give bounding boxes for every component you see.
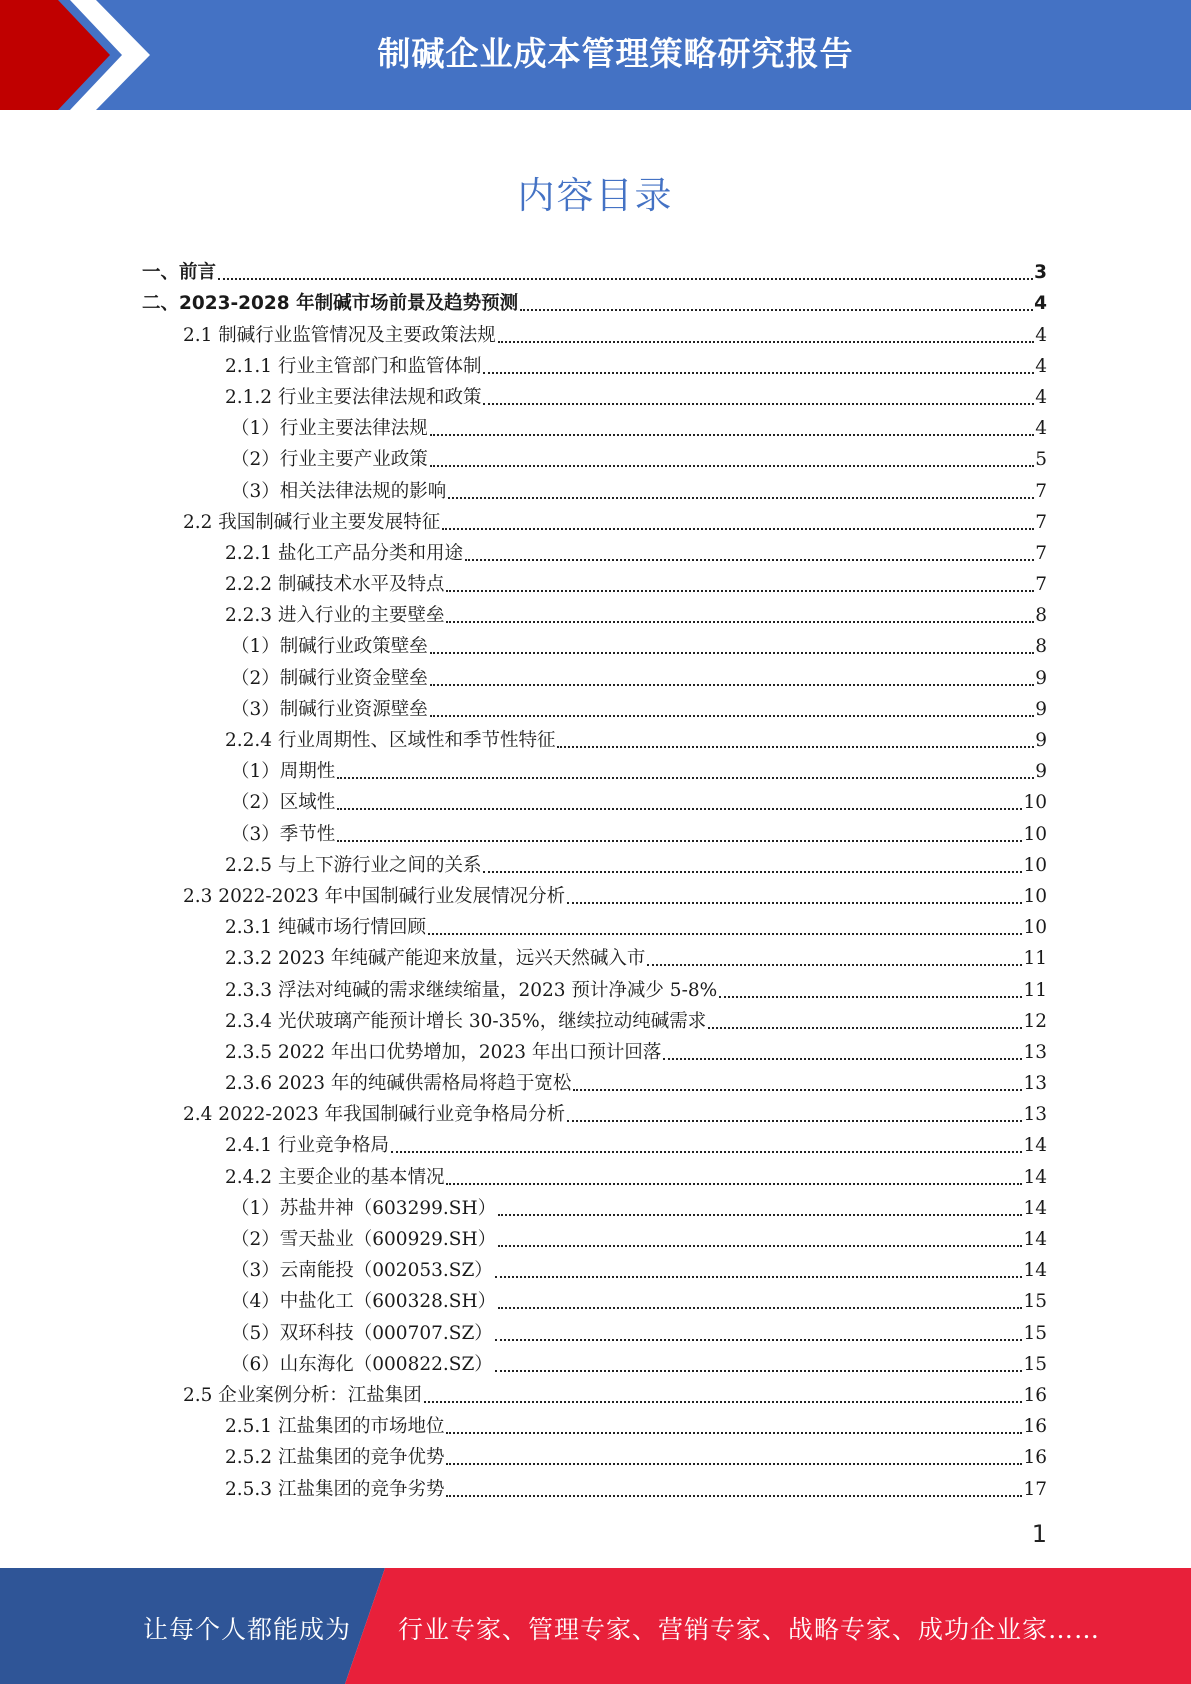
toc-entry[interactable] (183, 504, 1047, 535)
toc-entry[interactable] (142, 254, 1047, 285)
page-number: 1 (1031, 1520, 1047, 1548)
toc-dot-leader (557, 746, 1034, 748)
toc-entry-page: 12 (1023, 1010, 1047, 1032)
toc-dot-leader (337, 777, 1034, 779)
toc-entry-label: 2.3 2022-2023 年中国制碱行业发展情况分析 (183, 885, 566, 907)
toc-entry-page: 11 (1023, 948, 1047, 970)
toc-dot-leader (446, 1432, 1022, 1434)
toc-entry-label: 2.1.2 行业主要法律法规和政策 (225, 386, 482, 408)
toc-entry-label: 2.4 2022-2023 年我国制碱行业竞争格局分析 (183, 1104, 566, 1126)
toc-entry[interactable] (225, 1127, 1047, 1158)
toc-entry-label: 2.2.3 进入行业的主要壁垒 (225, 605, 445, 627)
toc-entry[interactable] (225, 1314, 1047, 1345)
toc-entry-page: 9 (1035, 667, 1047, 689)
toc-dot-leader (567, 902, 1022, 904)
toc-entry-page: 4 (1035, 355, 1047, 377)
toc-dot-leader (430, 652, 1034, 654)
table-of-contents (0, 254, 1191, 1502)
toc-entry-page: 14 (1023, 1135, 1047, 1157)
toc-dot-leader (498, 1214, 1022, 1216)
toc-entry-label: 2.3.3 浮法对纯碱的需求继续缩量，2023 预计净减少 5-8% (225, 979, 718, 1001)
toc-entry-label: 2.5.1 江盐集团的市场地位 (225, 1416, 445, 1438)
toc-entry-page: 15 (1023, 1322, 1047, 1344)
toc-entry-label: 2.1.1 行业主管部门和监管体制 (225, 355, 482, 377)
toc-entry-page: 3 (1034, 262, 1047, 284)
toc-dot-leader (446, 590, 1034, 592)
toc-entry-page: 4 (1035, 386, 1047, 408)
toc-entry-label: （1）苏盐井神（603299.SH） (231, 1197, 497, 1219)
toc-entry[interactable] (183, 316, 1047, 347)
toc-dot-leader (483, 372, 1034, 374)
toc-dot-leader (498, 1307, 1022, 1309)
toc-entry[interactable] (225, 691, 1047, 722)
toc-entry-page: 7 (1035, 480, 1047, 502)
toc-entry-page: 7 (1035, 542, 1047, 564)
toc-entry[interactable] (225, 1283, 1047, 1314)
toc-entry[interactable] (225, 410, 1047, 441)
toc-entry-label: 2.3.4 光伏玻璃产能预计增长 30-35%，继续拉动纯碱需求 (225, 1010, 707, 1032)
toc-entry[interactable] (183, 1096, 1047, 1127)
toc-entry-label: 2.3.5 2022 年出口优势增加，2023 年出口预计回落 (225, 1041, 662, 1063)
toc-entry[interactable] (225, 659, 1047, 690)
toc-dot-leader (495, 1339, 1023, 1341)
toc-entry-page: 13 (1023, 1104, 1047, 1126)
toc-dot-leader (448, 497, 1034, 499)
toc-entry-page: 14 (1023, 1229, 1047, 1250)
toc-entry-page: 16 (1023, 1447, 1047, 1469)
toc-entry[interactable] (225, 847, 1047, 878)
toc-dot-leader (430, 465, 1034, 467)
toc-dot-leader (446, 1463, 1022, 1465)
toc-entry-page: 10 (1023, 885, 1047, 907)
toc-entry-label: （1）行业主要法律法规 (231, 418, 428, 440)
toc-entry[interactable] (225, 909, 1047, 940)
toc-entry-label: （2）制碱行业资金壁垒 (231, 667, 428, 689)
toc-entry-page: 10 (1023, 917, 1047, 939)
report-title: 制碱企业成本管理策略研究报告 (377, 34, 854, 73)
toc-entry-page: 14 (1023, 1166, 1047, 1188)
toc-entry[interactable] (225, 1408, 1047, 1439)
toc-entry-label: （4）中盐化工（600328.SH） (231, 1291, 497, 1313)
toc-entry-page: 13 (1023, 1073, 1047, 1095)
toc-entry[interactable] (225, 441, 1047, 472)
toc-entry-label: （3）制碱行业资源壁垒 (231, 698, 428, 720)
toc-dot-leader (708, 1027, 1022, 1029)
toc-entry-label: 2.3.6 2023 年的纯碱供需格局将趋于宽松 (225, 1073, 572, 1095)
toc-entry-label: 一、前言 (142, 262, 217, 284)
toc-entry[interactable] (225, 1158, 1047, 1189)
toc-entry-label: （2）雪天盐业（600929.SH） (231, 1229, 497, 1250)
toc-entry[interactable] (183, 1377, 1047, 1408)
toc-entry-page: 9 (1035, 761, 1047, 783)
toc-entry[interactable] (225, 1065, 1047, 1096)
toc-entry-page: 14 (1023, 1260, 1047, 1282)
toc-entry[interactable] (225, 1252, 1047, 1283)
toc-entry-page: 10 (1023, 854, 1047, 876)
toc-entry[interactable] (225, 348, 1047, 379)
toc-entry-label: （6）山东海化（000822.SZ） (231, 1353, 493, 1375)
toc-entry[interactable] (225, 971, 1047, 1002)
toc-entry[interactable] (225, 472, 1047, 503)
toc-entry-page: 15 (1023, 1291, 1047, 1313)
toc-entry[interactable] (225, 1221, 1047, 1252)
toc-dot-leader (446, 621, 1034, 623)
toc-entry[interactable] (225, 753, 1047, 784)
toc-entry[interactable] (225, 940, 1047, 971)
toc-dot-leader (430, 684, 1034, 686)
toc-dot-leader (663, 1058, 1022, 1060)
toc-entry-label: 2.5.3 江盐集团的竞争劣势 (225, 1478, 445, 1500)
toc-entry-label: （1）周期性 (231, 761, 336, 783)
toc-entry-label: 2.5 企业案例分析：江盐集团 (183, 1384, 422, 1406)
toc-entry-page: 17 (1023, 1478, 1047, 1500)
toc-dot-leader (430, 434, 1034, 436)
toc-entry[interactable] (225, 784, 1047, 815)
toc-dot-leader (428, 933, 1022, 935)
toc-entry[interactable] (225, 628, 1047, 659)
toc-entry-page: 10 (1023, 792, 1047, 814)
toc-entry-page: 8 (1035, 605, 1047, 627)
toc-dot-leader (495, 1276, 1023, 1278)
footer-banner (0, 1568, 1191, 1684)
toc-entry-label: 2.2.2 制碱技术水平及特点 (225, 574, 445, 596)
toc-entry-page: 14 (1023, 1197, 1047, 1219)
toc-entry[interactable] (225, 566, 1047, 597)
toc-entry[interactable] (225, 379, 1047, 410)
toc-entry[interactable] (225, 597, 1047, 628)
toc-dot-leader (446, 1495, 1022, 1497)
toc-dot-leader (430, 715, 1034, 717)
toc-entry[interactable] (225, 1034, 1047, 1065)
toc-entry[interactable] (225, 535, 1047, 566)
toc-dot-leader (498, 341, 1034, 343)
toc-entry-page: 5 (1035, 449, 1047, 471)
toc-dot-leader (483, 403, 1034, 405)
toc-dot-leader (465, 559, 1034, 561)
toc-dot-leader (719, 996, 1022, 998)
toc-entry-page: 4 (1034, 293, 1047, 315)
toc-entry-label: 2.2 我国制碱行业主要发展特征 (183, 511, 441, 533)
toc-entry-page: 7 (1035, 511, 1047, 533)
toc-entry-page: 11 (1023, 979, 1047, 1001)
toc-entry-page: 9 (1035, 730, 1047, 751)
toc-entry[interactable] (225, 815, 1047, 846)
toc-dot-leader (520, 309, 1033, 311)
toc-dot-leader (573, 1089, 1022, 1091)
toc-entry-page: 16 (1023, 1384, 1047, 1406)
toc-dot-leader (483, 871, 1022, 873)
toc-entry[interactable] (142, 285, 1047, 316)
toc-dot-leader (498, 1245, 1022, 1247)
toc-entry-page: 4 (1035, 324, 1047, 346)
toc-entry[interactable] (225, 722, 1047, 753)
toc-entry-label: 2.2.1 盐化工产品分类和用途 (225, 542, 463, 564)
footer-slogan-right: 行业专家、管理专家、营销专家、战略专家、成功企业家…… (398, 1615, 1101, 1644)
toc-dot-leader (446, 1183, 1022, 1185)
toc-dot-leader (567, 1120, 1022, 1122)
toc-entry-label: 二、2023-2028 年制碱市场前景及趋势预测 (142, 293, 519, 315)
toc-dot-leader (337, 840, 1022, 842)
toc-dot-leader (337, 808, 1022, 810)
toc-dot-leader (647, 964, 1022, 966)
toc-entry-page: 13 (1023, 1041, 1047, 1063)
toc-heading: 内容目录 (517, 174, 674, 217)
toc-entry-label: （3）季节性 (231, 823, 336, 845)
toc-dot-leader (391, 1151, 1022, 1153)
toc-entry-label: （5）双环科技（000707.SZ） (231, 1322, 493, 1344)
toc-entry[interactable] (225, 1470, 1047, 1501)
toc-entry-label: （2）行业主要产业政策 (231, 449, 428, 471)
toc-entry-label: （3）相关法律法规的影响 (231, 480, 447, 502)
toc-dot-leader (218, 278, 1033, 280)
toc-entry[interactable] (225, 1346, 1047, 1377)
toc-entry[interactable] (225, 1439, 1047, 1470)
toc-entry-label: 2.3.1 纯碱市场行情回顾 (225, 917, 426, 939)
toc-entry-label: 2.1 制碱行业监管情况及主要政策法规 (183, 324, 496, 346)
toc-entry[interactable] (225, 1003, 1047, 1034)
toc-entry-page: 10 (1023, 823, 1047, 845)
toc-entry-label: 2.2.4 行业周期性、区域性和季节性特征 (225, 730, 556, 751)
toc-entry-page: 9 (1035, 698, 1047, 720)
toc-entry-label: （1）制碱行业政策壁垒 (231, 636, 428, 658)
toc-dot-leader (495, 1370, 1023, 1372)
toc-entry-label: 2.3.2 2023 年纯碱产能迎来放量，远兴天然碱入市 (225, 948, 646, 970)
toc-entry-label: 2.4.1 行业竞争格局 (225, 1135, 389, 1157)
toc-entry-label: 2.2.5 与上下游行业之间的关系 (225, 854, 482, 876)
toc-entry-page: 7 (1035, 574, 1047, 596)
toc-entry[interactable] (183, 878, 1047, 909)
toc-entry-page: 4 (1035, 418, 1047, 440)
footer-slogan-left: 让每个人都能成为 (143, 1615, 352, 1644)
toc-entry-label: 2.4.2 主要企业的基本情况 (225, 1166, 445, 1188)
toc-entry-label: （3）云南能投（002053.SZ） (231, 1260, 493, 1282)
toc-dot-leader (442, 528, 1034, 530)
header-banner (0, 0, 1191, 110)
toc-entry[interactable] (225, 1190, 1047, 1221)
toc-dot-leader (424, 1401, 1023, 1403)
toc-entry-label: 2.5.2 江盐集团的竞争优势 (225, 1447, 445, 1469)
toc-entry-page: 8 (1035, 636, 1047, 658)
toc-entry-page: 15 (1023, 1353, 1047, 1375)
toc-entry-page: 16 (1023, 1416, 1047, 1438)
toc-entry-label: （2）区域性 (231, 792, 336, 814)
